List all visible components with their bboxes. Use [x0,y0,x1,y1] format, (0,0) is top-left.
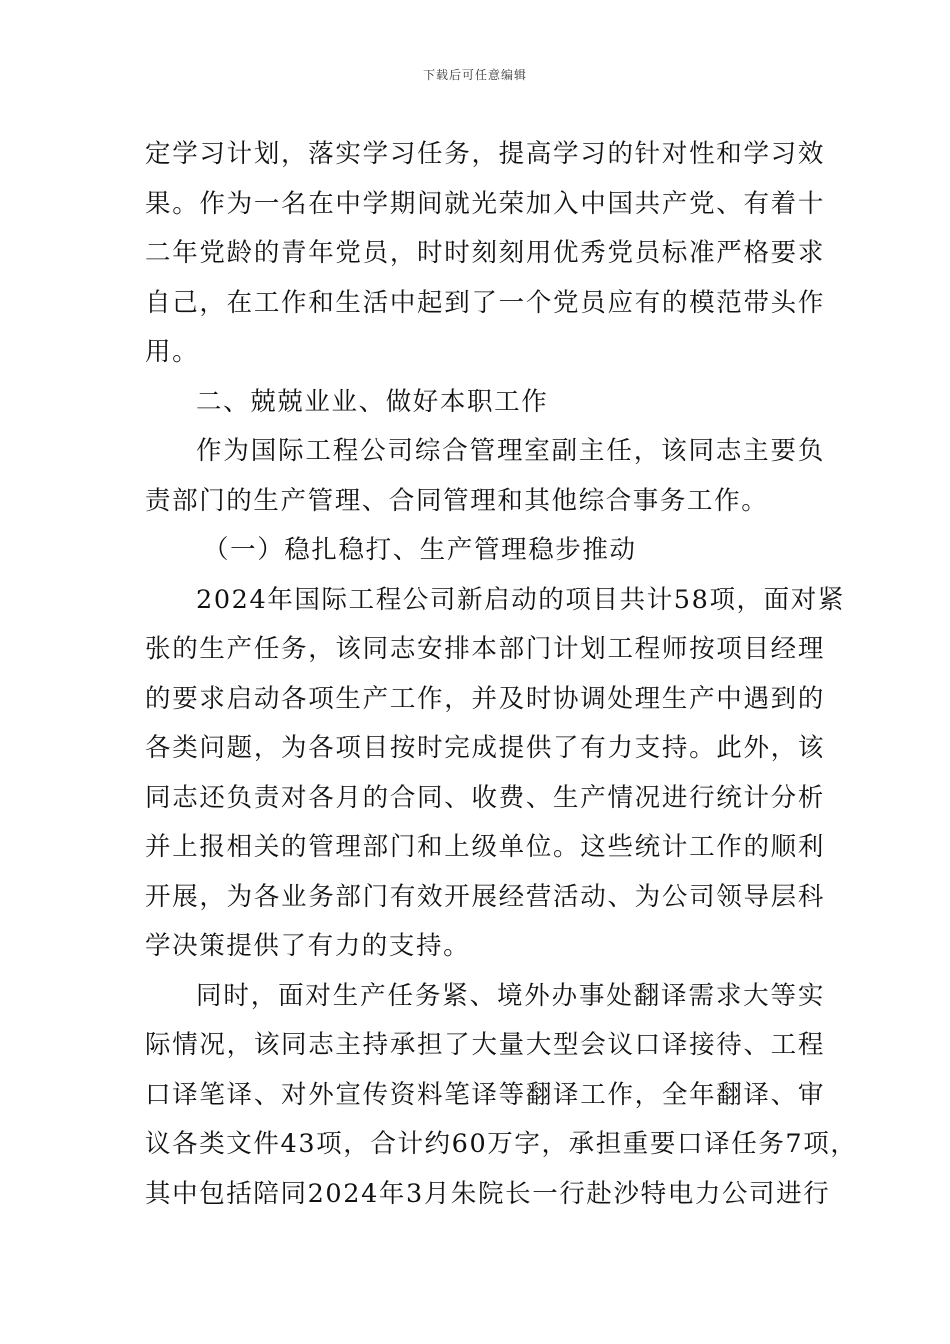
subsection-heading: （一）稳扎稳打、生产管理稳步推动 [203,535,637,565]
text-line: 同时，面对生产任务紧、境外办事处翻译需求大等实 [196,980,825,1011]
text-line: 用。 [145,337,200,367]
text-line: 作为国际工程公司综合管理室副主任，该同志主要负 [196,436,825,466]
text-line: 各类问题，为各项目按时完成提供了有力支持。此外，该 [145,733,825,763]
text-line: 并上报相关的管理部门和上级单位。这些统计工作的顺利 [145,832,825,862]
text-line: 其中包括陪同2024年3月朱院长一行赴沙特电力公司进行 [145,1178,831,1209]
text-line: 开展，为各业务部门有效开展经营活动、为公司领导层科 [145,881,825,912]
text-line: 议各类文件43项，合计约60万字，承担重要口译任务7项， [145,1129,858,1159]
page-header-note: 下载后可任意编辑 [422,68,527,82]
document-body [145,130,858,1219]
text-line: 二年党龄的青年党员，时时刻刻用优秀党员标准严格要求 [145,238,825,268]
text-line: 2024年国际工程公司新启动的项目共计58项，面对紧 [196,584,845,615]
text-line: 的要求启动各项生产工作，并及时协调处理生产中遇到的 [145,683,825,714]
text-line: 果。作为一名在中学期间就光荣加入中国共产党、有着十 [145,188,825,219]
text-line: 自己，在工作和生活中起到了一个党员应有的模范带头作 [145,287,825,318]
text-line: 学决策提供了有力的支持。 [145,931,471,961]
text-line: 张的生产任务，该同志安排本部门计划工程师按项目经理 [145,634,825,664]
text-line: 口译笔译、对外宣传资料笔译等翻译工作，全年翻译、审 [145,1079,825,1110]
text-line: 际情况，该同志主持承担了大量大型会议口译接待、工程 [145,1030,825,1060]
text-line: 定学习计划，落实学习任务，提高学习的针对性和学习效 [145,139,825,169]
section-heading: 二、兢兢业业、做好本职工作 [196,386,549,417]
text-line: 责部门的生产管理、合同管理和其他综合事务工作。 [145,485,769,516]
text-line: 同志还负责对各月的合同、收费、生产情况进行统计分析 [145,782,825,813]
